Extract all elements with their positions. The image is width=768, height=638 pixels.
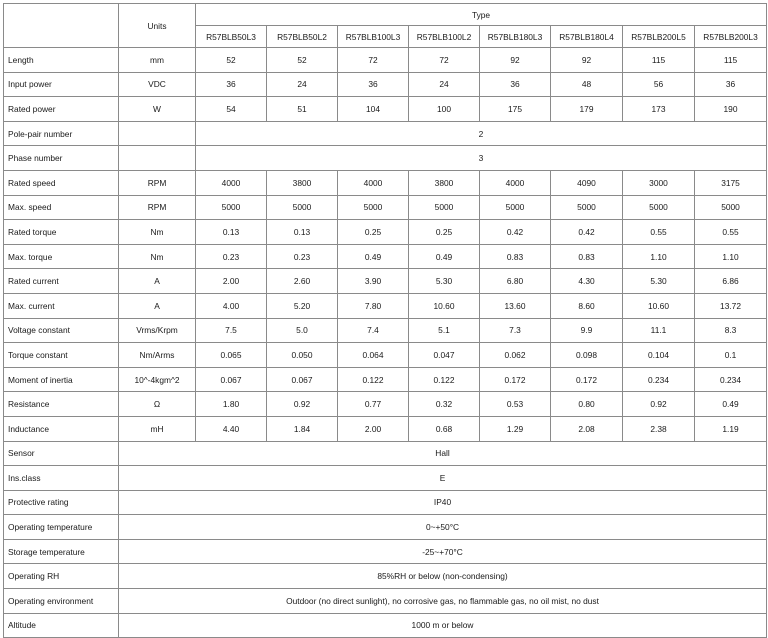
value-cell: 92 bbox=[480, 48, 551, 73]
value-cell: 0.172 bbox=[551, 367, 623, 392]
value-cell: 2.08 bbox=[551, 416, 623, 441]
value-cell: 24 bbox=[409, 72, 480, 97]
value-cell: 1.80 bbox=[196, 392, 267, 417]
value-cell: 0.067 bbox=[267, 367, 338, 392]
value-cell: 4000 bbox=[196, 170, 267, 195]
value-cell: 51 bbox=[267, 97, 338, 122]
value-cell: 8.60 bbox=[551, 293, 623, 318]
value-cell: 0.047 bbox=[409, 343, 480, 368]
value-cell: 0.77 bbox=[338, 392, 409, 417]
value-cell: 8.3 bbox=[695, 318, 767, 343]
row-label: Input power bbox=[4, 72, 119, 97]
row-label: Max. current bbox=[4, 293, 119, 318]
value-cell: 0.49 bbox=[695, 392, 767, 417]
value-cell: 92 bbox=[551, 48, 623, 73]
value-cell: 72 bbox=[338, 48, 409, 73]
table-row bbox=[4, 318, 767, 343]
value-cell: 0.067 bbox=[196, 367, 267, 392]
table-row bbox=[4, 490, 767, 515]
value-cell: 100 bbox=[409, 97, 480, 122]
value-cell: 52 bbox=[267, 48, 338, 73]
value-cell: 52 bbox=[196, 48, 267, 73]
value-cell: 7.3 bbox=[480, 318, 551, 343]
value-cell: 0.23 bbox=[196, 244, 267, 269]
value-cell: 5000 bbox=[551, 195, 623, 220]
spanning-value-cell: 2 bbox=[196, 121, 767, 146]
unit-cell: VDC bbox=[119, 72, 196, 97]
value-cell: 5000 bbox=[409, 195, 480, 220]
value-cell: 179 bbox=[551, 97, 623, 122]
value-cell: 0.49 bbox=[409, 244, 480, 269]
value-cell: 175 bbox=[480, 97, 551, 122]
value-cell: 0.42 bbox=[551, 220, 623, 245]
value-cell: 0.122 bbox=[409, 367, 480, 392]
row-label: Operating RH bbox=[4, 564, 119, 589]
value-cell: 0.13 bbox=[267, 220, 338, 245]
value-cell: 5.30 bbox=[409, 269, 480, 294]
value-cell: 7.4 bbox=[338, 318, 409, 343]
model-header: R57BLB100L2 bbox=[409, 26, 480, 48]
value-cell: 0.172 bbox=[480, 367, 551, 392]
unit-cell: 10^-4kgm^2 bbox=[119, 367, 196, 392]
table-row bbox=[4, 220, 767, 245]
value-cell: 48 bbox=[551, 72, 623, 97]
row-label: Rated power bbox=[4, 97, 119, 122]
value-cell: 72 bbox=[409, 48, 480, 73]
table-row bbox=[4, 293, 767, 318]
table-header bbox=[4, 4, 767, 48]
value-cell: 24 bbox=[267, 72, 338, 97]
table-row bbox=[4, 416, 767, 441]
table-row bbox=[4, 97, 767, 122]
value-cell: 9.9 bbox=[551, 318, 623, 343]
table-row bbox=[4, 195, 767, 220]
row-label: Voltage constant bbox=[4, 318, 119, 343]
value-cell: 10.60 bbox=[409, 293, 480, 318]
table-row bbox=[4, 564, 767, 589]
value-cell: 0.13 bbox=[196, 220, 267, 245]
value-cell: 7.5 bbox=[196, 318, 267, 343]
value-cell: 36 bbox=[196, 72, 267, 97]
row-label: Max. torque bbox=[4, 244, 119, 269]
value-cell: 3.90 bbox=[338, 269, 409, 294]
spanning-value-cell: Outdoor (no direct sunlight), no corrosive gas, no flammable gas, no oil mist, no dust bbox=[119, 589, 767, 614]
model-header: R57BLB180L4 bbox=[551, 26, 623, 48]
table-row bbox=[4, 441, 767, 466]
value-cell: 0.050 bbox=[267, 343, 338, 368]
row-label: Protective rating bbox=[4, 490, 119, 515]
row-label: Torque constant bbox=[4, 343, 119, 368]
spanning-value-cell: 0~+50°C bbox=[119, 515, 767, 540]
value-cell: 0.234 bbox=[695, 367, 767, 392]
value-cell: 0.80 bbox=[551, 392, 623, 417]
value-cell: 0.064 bbox=[338, 343, 409, 368]
value-cell: 36 bbox=[695, 72, 767, 97]
value-cell: 2.00 bbox=[338, 416, 409, 441]
unit-cell: A bbox=[119, 269, 196, 294]
units-header: Units bbox=[119, 4, 196, 48]
value-cell: 190 bbox=[695, 97, 767, 122]
model-header: R57BLB50L3 bbox=[196, 26, 267, 48]
value-cell: 0.55 bbox=[695, 220, 767, 245]
row-label: Max. speed bbox=[4, 195, 119, 220]
value-cell: 36 bbox=[338, 72, 409, 97]
value-cell: 0.92 bbox=[623, 392, 695, 417]
value-cell: 13.60 bbox=[480, 293, 551, 318]
value-cell: 0.122 bbox=[338, 367, 409, 392]
row-label: Length bbox=[4, 48, 119, 73]
value-cell: 56 bbox=[623, 72, 695, 97]
row-label: Resistance bbox=[4, 392, 119, 417]
value-cell: 3175 bbox=[695, 170, 767, 195]
value-cell: 0.68 bbox=[409, 416, 480, 441]
table-row bbox=[4, 269, 767, 294]
value-cell: 5000 bbox=[480, 195, 551, 220]
unit-cell: RPM bbox=[119, 170, 196, 195]
value-cell: 0.065 bbox=[196, 343, 267, 368]
model-header: R57BLB200L3 bbox=[695, 26, 767, 48]
value-cell: 1.29 bbox=[480, 416, 551, 441]
table-row bbox=[4, 343, 767, 368]
spanning-value-cell: 3 bbox=[196, 146, 767, 171]
value-cell: 0.53 bbox=[480, 392, 551, 417]
unit-cell: mH bbox=[119, 416, 196, 441]
value-cell: 1.84 bbox=[267, 416, 338, 441]
value-cell: 0.1 bbox=[695, 343, 767, 368]
header-blank-cell bbox=[4, 4, 119, 48]
value-cell: 0.23 bbox=[267, 244, 338, 269]
value-cell: 10.60 bbox=[623, 293, 695, 318]
row-label: Ins.class bbox=[4, 466, 119, 491]
table-row bbox=[4, 121, 767, 146]
spanning-value-cell: 85%RH or below (non-condensing) bbox=[119, 564, 767, 589]
table-row bbox=[4, 589, 767, 614]
value-cell: 4000 bbox=[338, 170, 409, 195]
row-label: Sensor bbox=[4, 441, 119, 466]
value-cell: 2.00 bbox=[196, 269, 267, 294]
value-cell: 4.40 bbox=[196, 416, 267, 441]
value-cell: 3800 bbox=[409, 170, 480, 195]
value-cell: 4.00 bbox=[196, 293, 267, 318]
spanning-value-cell: E bbox=[119, 466, 767, 491]
value-cell: 0.55 bbox=[623, 220, 695, 245]
unit-cell: A bbox=[119, 293, 196, 318]
unit-cell bbox=[119, 146, 196, 171]
value-cell: 173 bbox=[623, 97, 695, 122]
table-body bbox=[4, 48, 767, 638]
unit-cell: RPM bbox=[119, 195, 196, 220]
value-cell: 0.83 bbox=[551, 244, 623, 269]
spanning-value-cell: 1000 m or below bbox=[119, 613, 767, 638]
value-cell: 3800 bbox=[267, 170, 338, 195]
value-cell: 0.42 bbox=[480, 220, 551, 245]
value-cell: 7.80 bbox=[338, 293, 409, 318]
value-cell: 5.20 bbox=[267, 293, 338, 318]
value-cell: 0.92 bbox=[267, 392, 338, 417]
value-cell: 0.25 bbox=[338, 220, 409, 245]
table-row bbox=[4, 72, 767, 97]
row-label: Moment of inertia bbox=[4, 367, 119, 392]
row-label: Inductance bbox=[4, 416, 119, 441]
value-cell: 5.0 bbox=[267, 318, 338, 343]
value-cell: 1.10 bbox=[695, 244, 767, 269]
value-cell: 0.098 bbox=[551, 343, 623, 368]
value-cell: 2.38 bbox=[623, 416, 695, 441]
row-label: Operating environment bbox=[4, 589, 119, 614]
row-label: Rated speed bbox=[4, 170, 119, 195]
value-cell: 1.19 bbox=[695, 416, 767, 441]
unit-cell bbox=[119, 121, 196, 146]
model-header: R57BLB200L5 bbox=[623, 26, 695, 48]
value-cell: 0.104 bbox=[623, 343, 695, 368]
value-cell: 2.60 bbox=[267, 269, 338, 294]
table-row bbox=[4, 244, 767, 269]
value-cell: 0.25 bbox=[409, 220, 480, 245]
model-header: R57BLB180L3 bbox=[480, 26, 551, 48]
value-cell: 5000 bbox=[695, 195, 767, 220]
value-cell: 0.234 bbox=[623, 367, 695, 392]
spec-table bbox=[3, 3, 767, 638]
value-cell: 115 bbox=[623, 48, 695, 73]
value-cell: 11.1 bbox=[623, 318, 695, 343]
unit-cell: Ω bbox=[119, 392, 196, 417]
row-label: Altitude bbox=[4, 613, 119, 638]
value-cell: 115 bbox=[695, 48, 767, 73]
value-cell: 13.72 bbox=[695, 293, 767, 318]
value-cell: 6.86 bbox=[695, 269, 767, 294]
table-row bbox=[4, 146, 767, 171]
value-cell: 1.10 bbox=[623, 244, 695, 269]
value-cell: 104 bbox=[338, 97, 409, 122]
value-cell: 5000 bbox=[196, 195, 267, 220]
value-cell: 0.32 bbox=[409, 392, 480, 417]
unit-cell: Nm bbox=[119, 244, 196, 269]
unit-cell: Nm/Arms bbox=[119, 343, 196, 368]
value-cell: 5.30 bbox=[623, 269, 695, 294]
value-cell: 4.30 bbox=[551, 269, 623, 294]
row-label: Rated current bbox=[4, 269, 119, 294]
row-label: Rated torque bbox=[4, 220, 119, 245]
unit-cell: Nm bbox=[119, 220, 196, 245]
unit-cell: Vrms/Krpm bbox=[119, 318, 196, 343]
value-cell: 0.49 bbox=[338, 244, 409, 269]
value-cell: 36 bbox=[480, 72, 551, 97]
value-cell: 0.062 bbox=[480, 343, 551, 368]
spanning-value-cell: -25~+70°C bbox=[119, 539, 767, 564]
spanning-value-cell: IP40 bbox=[119, 490, 767, 515]
table-row bbox=[4, 48, 767, 73]
type-header: Type bbox=[196, 4, 767, 26]
unit-cell: W bbox=[119, 97, 196, 122]
table-row bbox=[4, 539, 767, 564]
value-cell: 5000 bbox=[267, 195, 338, 220]
model-header: R57BLB100L3 bbox=[338, 26, 409, 48]
model-header: R57BLB50L2 bbox=[267, 26, 338, 48]
value-cell: 5000 bbox=[338, 195, 409, 220]
row-label: Storage temperature bbox=[4, 539, 119, 564]
row-label: Phase number bbox=[4, 146, 119, 171]
table-row bbox=[4, 466, 767, 491]
value-cell: 4090 bbox=[551, 170, 623, 195]
table-row bbox=[4, 367, 767, 392]
row-label: Operating temperature bbox=[4, 515, 119, 540]
value-cell: 5000 bbox=[623, 195, 695, 220]
table-row bbox=[4, 515, 767, 540]
unit-cell: mm bbox=[119, 48, 196, 73]
row-label: Pole-pair number bbox=[4, 121, 119, 146]
value-cell: 54 bbox=[196, 97, 267, 122]
table-row bbox=[4, 613, 767, 638]
value-cell: 3000 bbox=[623, 170, 695, 195]
spanning-value-cell: Hall bbox=[119, 441, 767, 466]
value-cell: 5.1 bbox=[409, 318, 480, 343]
value-cell: 4000 bbox=[480, 170, 551, 195]
value-cell: 6.80 bbox=[480, 269, 551, 294]
table-row bbox=[4, 392, 767, 417]
value-cell: 0.83 bbox=[480, 244, 551, 269]
table-row bbox=[4, 170, 767, 195]
